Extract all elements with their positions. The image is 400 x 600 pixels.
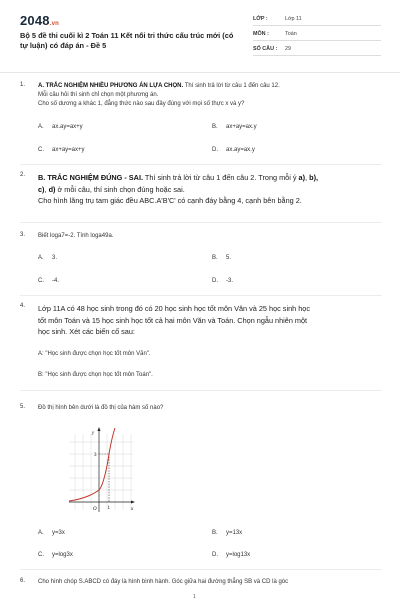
option-label: C. [38,278,44,284]
event-a: A: "Học sinh được chọn học tốt môn Văn". [38,351,151,357]
site-logo[interactable] [20,13,59,28]
question-prompt: Cho hình lăng trụ tam giác đều ABC.A'B'C' có cạnh đáy bằng 4, cạnh bên bằng 2. [38,196,302,205]
option-label: B. [212,530,218,536]
logo-suffix: .vn [49,21,60,27]
instruction-line: Mỗi câu hỏi thí sinh chỉ chọn một phương án. [38,92,159,98]
section-heading: A. TRẮC NGHIỆM NHIỀU PHƯƠNG ÁN LỰA CHỌN. [38,83,184,89]
question-text [38,172,382,207]
logo-text: 2048 [20,13,50,28]
option-text: -3. [226,278,234,284]
option-text: y=log13x [226,552,251,558]
option-b[interactable] [212,255,231,261]
option-text: ax+ay=ax.y [226,124,257,130]
meta-subject [253,29,381,41]
question-number: 1. [20,82,26,88]
option-a[interactable] [38,530,65,536]
event-b: B: "Học sinh được chọn học tốt môn Toán". [38,372,153,378]
option-d[interactable] [212,278,233,284]
question-number: 4. [20,303,26,309]
part-a-label: a) [298,173,306,182]
meta-subject-value: Toán [285,31,297,37]
option-b[interactable] [212,124,257,130]
x-axis-arrow [131,501,135,504]
option-label: D. [212,552,218,558]
question-number: 3. [20,232,26,238]
section-instructions: Thí sinh trả lời từ câu 1 đến câu 2. Trong mỗi ý [143,173,299,182]
question-prompt: Đồ thị hình bên dưới là đồ thị của hàm số nào? [38,405,164,411]
function-graph [67,424,137,516]
question-divider [20,390,382,391]
question-prompt: Cho hình chóp S.ABCD có đáy là hình bình hành. Góc giữa hai đường thẳng SB và CD là góc [38,579,289,585]
question-prompt: Biết loga7=-2. Tính loga49a. [38,233,114,239]
separator: , [305,173,310,182]
question-number: 6. [20,578,26,584]
origin-label: O [93,507,97,512]
option-text: ax+ay=ax+y [52,147,85,153]
meta-class [253,14,381,26]
page-header [0,0,400,70]
meta-count-key: SỐ CÂU : [253,46,278,52]
option-label: B. [212,255,218,261]
meta-class-key: LỚP : [253,16,268,22]
document-title: Bộ 5 đề thi cuối kì 2 Toán 11 Kết nối tri thức cấu trúc mới (có tự luận) có đáp án - Đề 5 [20,31,234,50]
instruction-line: ở mỗi câu, thí sinh chọn đúng hoặc sai. [55,184,185,194]
y-axis-arrow [98,427,101,431]
option-c[interactable] [38,552,73,558]
meta-count-value: 29 [285,46,291,52]
option-label: B. [212,124,218,130]
option-label: D. [212,278,218,284]
question-divider [20,164,382,165]
option-text: 5. [226,255,232,261]
question-divider [20,295,382,296]
option-label: A. [38,255,44,261]
separator: , [44,184,49,194]
question-divider [20,222,382,223]
option-d[interactable] [212,147,255,153]
option-text: 3. [52,255,58,261]
meta-class-value: Lớp 11 [285,16,302,22]
part-c-label: c) [38,184,45,194]
x-axis-label: x [131,507,134,512]
part-d-label: d) [48,184,56,194]
option-text: y=3x [52,530,65,536]
option-c[interactable] [38,278,59,284]
option-text: y=13x [226,530,243,536]
option-label: D. [212,147,218,153]
option-a[interactable] [38,124,83,130]
option-text: ax.ay=ax+y [52,124,83,130]
option-text: ax.ay=ax.y [226,147,255,153]
option-a[interactable] [38,255,57,261]
meta-subject-key: MÔN : [253,31,269,37]
question-line: Lớp 11A có 48 học sinh trong đó có 20 học sinh học tốt môn Văn và 25 học sinh học [38,304,310,313]
header-divider [0,72,400,73]
option-c[interactable] [38,147,85,153]
x-tick-label: 1 [107,506,110,511]
part-b-label: b), [309,173,319,182]
option-b[interactable] [212,530,242,536]
question-line: học sinh. Xét các biến cố sau: [38,327,135,336]
page-number: 1 [193,594,196,600]
question-text [38,303,382,338]
question-text [38,82,382,109]
question-number: 5. [20,404,26,410]
question-divider [20,569,382,570]
question-line: tốt môn Toán và 15 học sinh học tốt cả hai môn Văn và Toán. Chọn ngẫu nhiên một [38,315,308,325]
section-instructions: Thí sinh trả lời từ câu 1 đến câu 12. [183,83,280,89]
option-label: C. [38,552,44,558]
option-label: C. [38,147,44,153]
question-prompt: Cho số dương a khác 1, đẳng thức nào sau đây đúng với mọi số thực x và y? [38,101,245,107]
section-heading: B. TRẮC NGHIỆM ĐÚNG - SAI. [38,173,143,182]
option-label: A. [38,124,44,130]
graph-grid [69,434,133,510]
option-d[interactable] [212,552,250,558]
y-tick-label: 3 [94,453,97,458]
question-number: 2. [20,172,26,178]
y-axis-label: y [92,431,95,436]
option-label: A. [38,530,44,536]
option-text: -4. [52,278,60,284]
option-text: y=log3x [52,552,73,558]
meta-count [253,44,381,56]
